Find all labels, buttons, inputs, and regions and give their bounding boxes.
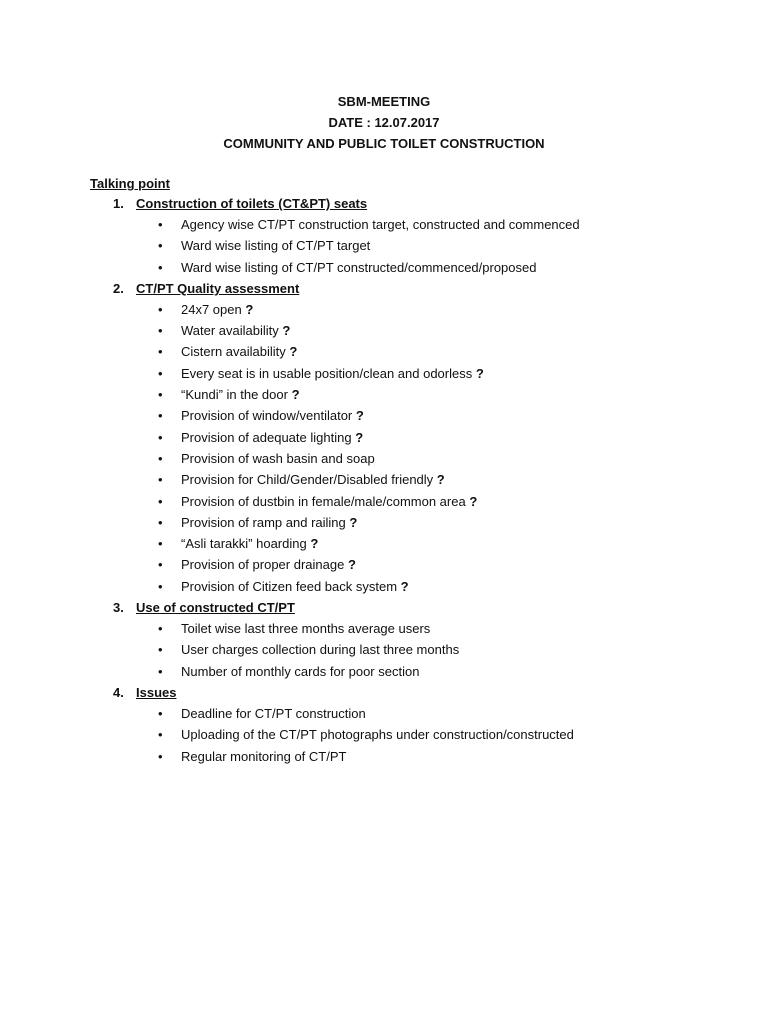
question-mark: ?: [475, 365, 484, 381]
question-mark: ?: [436, 472, 445, 488]
bullet-text-main: Water availability: [181, 323, 283, 339]
bullet-text-main: Provision for Child/Gender/Disabled friendly: [181, 472, 437, 488]
bullet-icon: •: [158, 387, 163, 403]
bullet-text: [181, 749, 346, 765]
question-mark: ?: [349, 514, 358, 530]
bullet-icon: •: [158, 578, 163, 594]
list-item: [0, 706, 768, 727]
bullet-icon: •: [158, 238, 163, 254]
bullet-icon: •: [158, 642, 163, 658]
bullet-icon: •: [158, 217, 163, 232]
bullet-text: [181, 323, 290, 339]
bullet-icon: •: [158, 705, 163, 721]
list-item: [0, 387, 768, 408]
list-item: [0, 430, 768, 451]
bullet-text: [181, 557, 356, 573]
bullet-text-main: Ward wise listing of CT/PT target: [181, 238, 371, 254]
bullet-icon: •: [158, 663, 163, 679]
bullet-text-main: Agency wise CT/PT construction target, constructed and commenced: [181, 217, 580, 232]
bullet-text-main: Regular monitoring of CT/PT: [181, 748, 347, 764]
bullet-text: [181, 515, 357, 531]
document-subject: COMMUNITY AND PUBLIC TOILET CONSTRUCTION: [223, 136, 545, 151]
bullet-icon: •: [158, 621, 163, 637]
bullet-text: [181, 472, 445, 488]
bullet-text: [181, 260, 536, 276]
bullet-icon: •: [158, 748, 163, 764]
bullet-text-main: 24x7 open: [181, 301, 246, 317]
bullet-text: [181, 344, 297, 360]
bullet-icon: •: [158, 536, 163, 552]
meeting-date: DATE : 12.07.2017: [328, 115, 440, 130]
section-item: [0, 685, 768, 770]
list-item: [0, 557, 768, 578]
bullet-list: [0, 621, 768, 685]
section-heading: CT/PT Quality assessment: [136, 280, 300, 296]
bullet-icon: •: [158, 301, 163, 317]
list-item: [0, 451, 768, 472]
list-item: [0, 727, 768, 748]
section-number: 2.: [113, 280, 124, 296]
question-mark: ?: [355, 408, 364, 424]
list-item: [0, 515, 768, 536]
bullet-text: [181, 217, 580, 233]
bullet-icon: •: [158, 408, 163, 424]
bullet-text-main: User charges collection during last three months: [181, 642, 460, 658]
bullet-text-main: Provision of window/ventilator: [181, 408, 356, 424]
bullet-text-main: Number of monthly cards for poor section: [181, 663, 420, 679]
section-item: [0, 281, 768, 600]
bullet-icon: •: [158, 365, 163, 381]
bullet-icon: •: [158, 514, 163, 530]
bullet-icon: •: [158, 493, 163, 509]
section-head: [0, 196, 768, 217]
document-title: SBM-MEETING: [337, 94, 431, 109]
bullet-text-main: Provision of wash basin and soap: [181, 450, 375, 466]
question-mark: ?: [310, 536, 319, 552]
question-mark: ?: [469, 493, 478, 509]
section-heading: Construction of toilets (CT&PT) seats: [136, 196, 368, 211]
section-item: [0, 196, 768, 281]
list-item: [0, 642, 768, 663]
bullet-text-main: Toilet wise last three months average users: [181, 621, 431, 637]
bullet-list: [0, 217, 768, 281]
list-item: [0, 344, 768, 365]
bullet-text-main: “Asli tarakki” hoarding: [181, 536, 311, 552]
section-head: [0, 600, 768, 621]
section-item: [0, 600, 768, 685]
bullet-text-main: “Kundi” in the door: [181, 387, 292, 403]
list-item: [0, 323, 768, 344]
section-head: [0, 281, 768, 302]
bullet-icon: •: [158, 557, 163, 573]
bullet-text: [181, 238, 370, 254]
list-item: [0, 621, 768, 642]
bullet-text: [181, 706, 366, 722]
question-mark: ?: [347, 557, 356, 573]
list-item: [0, 238, 768, 259]
bullet-text: [181, 430, 363, 446]
bullet-icon: •: [158, 450, 163, 466]
section-head: [0, 685, 768, 706]
bullet-text-main: Provision of Citizen feed back system: [181, 578, 401, 594]
list-item: [0, 217, 768, 238]
bullet-text: [181, 621, 430, 637]
bullet-icon: •: [158, 259, 163, 275]
question-mark: ?: [282, 323, 291, 339]
bullet-icon: •: [158, 727, 163, 743]
bullet-text-main: Cistern availability: [181, 344, 290, 360]
question-mark: ?: [289, 344, 298, 360]
talking-point-heading: Talking point: [90, 176, 170, 191]
list-item: [0, 664, 768, 685]
section-number: 1.: [113, 196, 124, 211]
list-item: [0, 302, 768, 323]
bullet-text-main: Provision of ramp and railing: [181, 514, 350, 530]
bullet-text-main: Provision of adequate lighting: [181, 429, 356, 445]
bullet-text: [181, 664, 419, 680]
bullet-text: [181, 536, 318, 552]
bullet-text-main: Deadline for CT/PT construction: [181, 705, 366, 721]
bullet-text-main: Uploading of the CT/PT photographs under construction/constructed: [181, 727, 574, 743]
bullet-icon: •: [158, 429, 163, 445]
list-item: [0, 494, 768, 515]
bullet-text: [181, 494, 477, 510]
bullet-text: [181, 408, 364, 424]
sections-list: [0, 196, 768, 770]
bullet-text: [181, 727, 574, 743]
bullet-text: [181, 579, 409, 595]
bullet-text-main: Provision of proper drainage: [181, 557, 348, 573]
section-number: 4.: [113, 684, 124, 700]
bullet-list: [0, 706, 768, 770]
bullet-text: [181, 387, 300, 403]
bullet-icon: •: [158, 323, 163, 339]
list-item: [0, 408, 768, 429]
section-heading: Use of constructed CT/PT: [136, 600, 295, 616]
list-item: [0, 260, 768, 281]
bullet-text: [181, 642, 459, 658]
question-mark: ?: [400, 578, 409, 594]
section-number: 3.: [113, 600, 124, 616]
bullet-text-main: Every seat is in usable position/clean and odorless: [181, 365, 476, 381]
question-mark: ?: [355, 429, 364, 445]
list-item: [0, 472, 768, 493]
bullet-list: [0, 302, 768, 600]
bullet-text: [181, 302, 253, 318]
list-item: [0, 749, 768, 770]
list-item: [0, 579, 768, 600]
list-item: [0, 536, 768, 557]
question-mark: ?: [245, 301, 254, 317]
bullet-text: [181, 366, 484, 382]
bullet-text-main: Ward wise listing of CT/PT constructed/commenced/proposed: [181, 259, 537, 275]
bullet-text-main: Provision of dustbin in female/male/common area: [181, 493, 470, 509]
list-item: [0, 366, 768, 387]
section-heading: Issues: [136, 684, 177, 700]
bullet-icon: •: [158, 344, 163, 360]
bullet-icon: •: [158, 472, 163, 488]
bullet-text: [181, 451, 375, 467]
question-mark: ?: [291, 387, 300, 403]
